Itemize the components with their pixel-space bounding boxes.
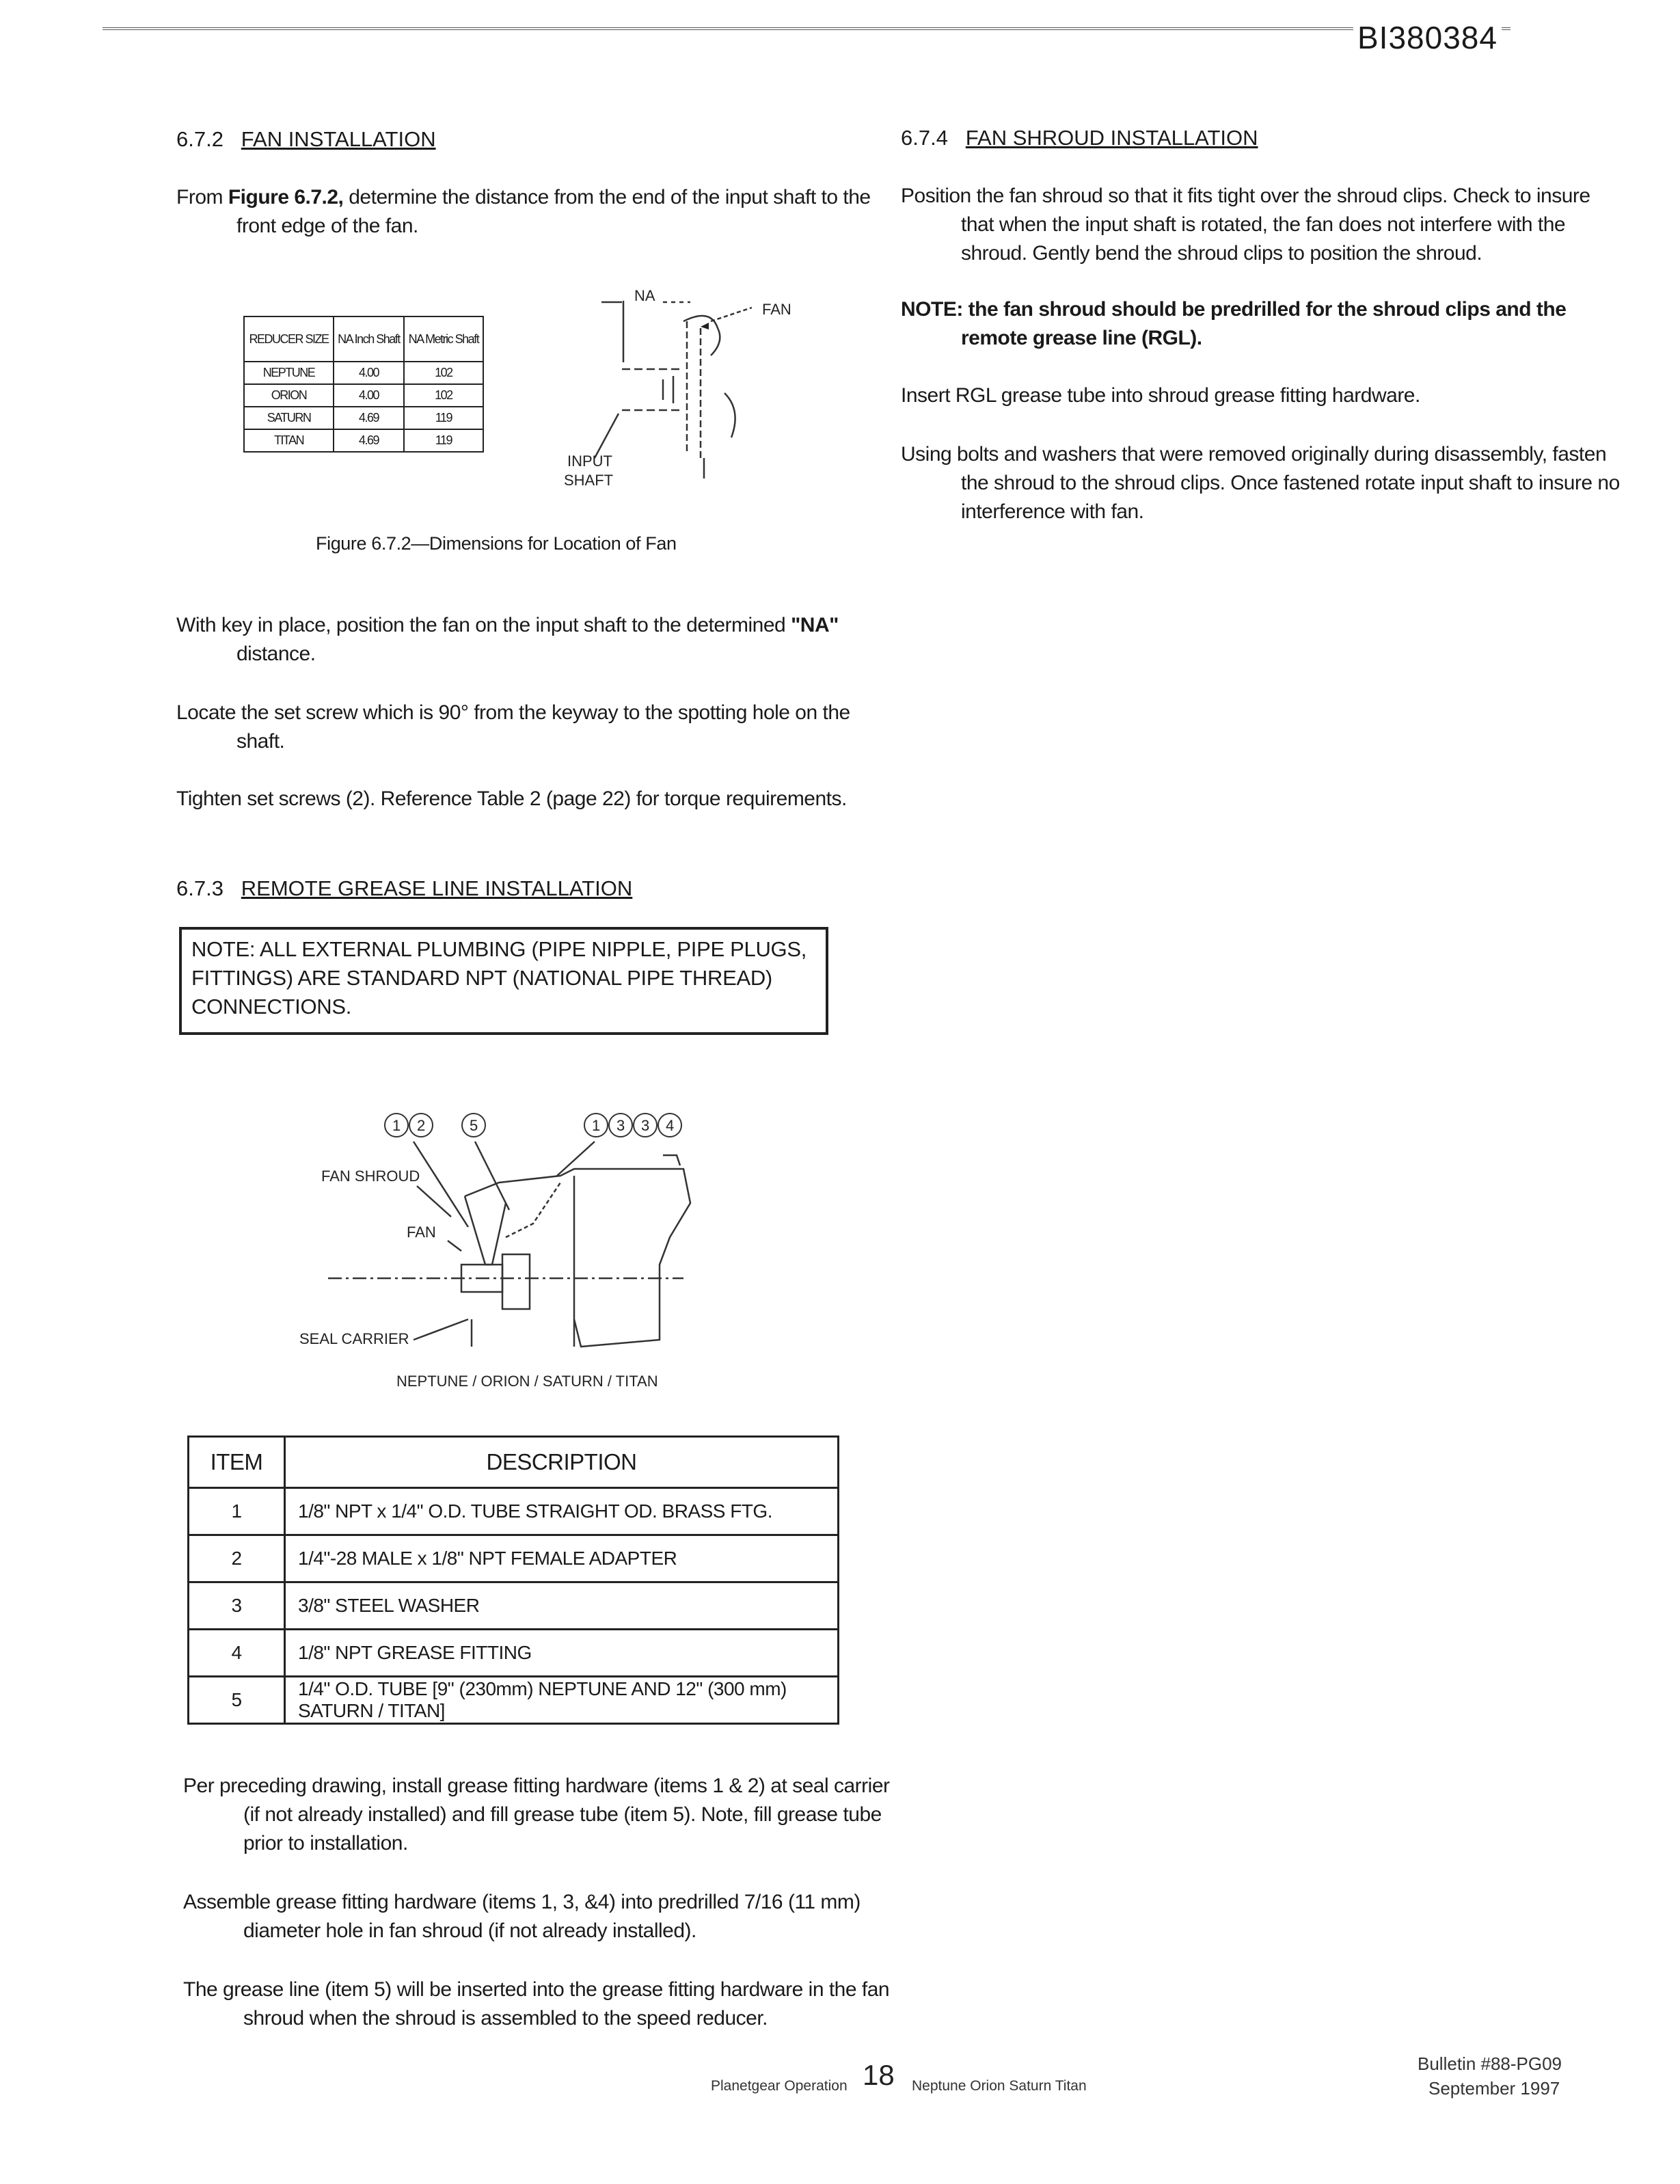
section-heading-6-7-4	[901, 124, 1258, 152]
heading-title: FAN INSTALLATION	[241, 127, 436, 151]
item-description: 1/4" O.D. TUBE [9" (230mm) NEPTUNE AND 12" (300 mm) SATURN / TITAN]	[285, 1677, 839, 1724]
shaft-leader-line	[595, 414, 619, 458]
table-row	[189, 1677, 839, 1724]
callout-number: 1	[592, 1117, 601, 1134]
heading-number: 6.7.2	[176, 127, 223, 151]
heading-number: 6.7.4	[901, 126, 948, 150]
table-cell: 4.69	[334, 429, 404, 452]
fan-blade	[465, 1196, 506, 1265]
diagram-caption: NEPTUNE / ORION / SATURN / TITAN	[396, 1373, 658, 1390]
input-shaft	[622, 369, 683, 410]
input-label: INPUT	[567, 453, 612, 470]
fan-shroud-label: FAN SHROUD	[321, 1168, 420, 1185]
plumbing-note-box: NOTE: ALL EXTERNAL PLUMBING (PIPE NIPPLE, PIPE PLUGS, FITTINGS) ARE STANDARD NPT (NATIONAL PIPE THREAD) CONNECTIONS.	[179, 927, 828, 1035]
intro-text: From	[176, 186, 228, 208]
table-header: DESCRIPTION	[285, 1437, 839, 1488]
table-cell: ORION	[244, 384, 334, 407]
heading-title: REMOTE GREASE LINE INSTALLATION	[241, 876, 633, 900]
footer-center: Neptune Orion Saturn Titan	[912, 2078, 1087, 2094]
na-label: NA	[634, 287, 655, 304]
shaft-collar	[502, 1254, 530, 1309]
position-fan-paragraph	[176, 611, 893, 669]
table-header: ITEM	[189, 1437, 285, 1488]
grease-tube	[506, 1183, 560, 1237]
callout-group-right	[584, 1114, 681, 1137]
callout-number: 4	[666, 1117, 675, 1134]
shroud-position-paragraph: Position the fan shroud so that it fits tight over the shroud clips. Check to insure that when the input shaft is rotated, the fan does not interfere with the shroud. Gently bend the shroud clips to position the shroud.	[901, 185, 1590, 265]
table-reference: Reference Table 2 (page 22)	[380, 787, 631, 810]
item-number: 3	[189, 1582, 285, 1630]
callout-number: 3	[617, 1117, 625, 1134]
callout-number: 1	[392, 1117, 401, 1134]
fan-blade-top	[683, 316, 720, 355]
item-description: 1/8" NPT GREASE FITTING	[285, 1630, 839, 1677]
leader-line	[448, 1241, 461, 1251]
table-row	[189, 1488, 839, 1535]
item-number: 4	[189, 1630, 285, 1677]
fan-intro-paragraph	[176, 183, 893, 241]
fan-label: FAN	[407, 1224, 436, 1241]
heading-title: FAN SHROUD INSTALLATION	[965, 126, 1258, 150]
fan-arrow	[701, 323, 709, 329]
fan-blade-side	[724, 393, 735, 437]
insert-rgl-paragraph: Insert RGL grease tube into shroud grease fitting hardware.	[901, 384, 1420, 407]
reducer-dimension-table	[243, 316, 484, 453]
item-number: 2	[189, 1535, 285, 1582]
na-emphasis: "NA"	[791, 614, 839, 636]
fan-outline	[687, 321, 701, 458]
item-number: 5	[189, 1677, 285, 1724]
table-row	[189, 1630, 839, 1677]
grease-fitting	[663, 1155, 680, 1165]
paragraph-text-end: distance.	[236, 643, 316, 665]
footer-left: Planetgear Operation	[711, 2078, 848, 2094]
heading-number: 6.7.3	[176, 876, 223, 900]
figure-reference: Figure 6.7.2,	[228, 186, 344, 208]
callout-number: 3	[641, 1117, 650, 1134]
table-header: REDUCER SIZE	[244, 316, 334, 362]
seal-carrier-label: SEAL CARRIER	[299, 1330, 409, 1347]
shaft-hub	[663, 376, 673, 403]
table-cell: 102	[404, 362, 483, 384]
table-row	[244, 429, 483, 452]
paragraph-text: Tighten set screws (2).	[176, 787, 381, 810]
table-cell: 119	[404, 429, 483, 452]
item-description: 3/8" STEEL WASHER	[285, 1582, 839, 1630]
set-screw-paragraph: Locate the set screw which is 90° from the keyway to the spotting hole on the shaft.	[176, 701, 850, 753]
table-cell: 4.69	[334, 407, 404, 429]
section-heading-6-7-2	[176, 126, 436, 153]
page-number: 18	[863, 2059, 895, 2091]
grease-line-paragraph: The grease line (item 5) will be inserted into the grease fitting hardware in the fan shroud when the shroud is assembled to the speed reducer.	[183, 1978, 890, 2030]
fasten-shroud-paragraph: Using bolts and washers that were removed originally during disassembly, fasten the shroud to the shroud clips. Once fastened rotate input shaft to insure no interference with fan.	[901, 443, 1620, 523]
install-fitting-paragraph: Per preceding drawing, install grease fitting hardware (items 1 & 2) at seal carrier (if not already installed) and fill grease tube (item 5). Note, fill grease tube prior to installation.	[183, 1775, 890, 1855]
callout-group-left	[385, 1114, 433, 1137]
fan-label: FAN	[762, 301, 791, 318]
table-header: NA Inch Shaft	[334, 316, 404, 362]
item-description: 1/4"-28 MALE x 1/8" NPT FEMALE ADAPTER	[285, 1535, 839, 1582]
fan-location-sketch	[547, 280, 834, 499]
callout-group-center	[462, 1114, 485, 1137]
reducer-housing	[465, 1169, 690, 1347]
shaft-label: SHAFT	[564, 472, 614, 489]
leader-line	[557, 1142, 595, 1176]
table-cell: 102	[404, 384, 483, 407]
table-row	[244, 384, 483, 407]
header-rule	[103, 27, 1510, 30]
callout-number: 5	[470, 1117, 478, 1134]
item-number: 1	[189, 1488, 285, 1535]
section-heading-6-7-3	[176, 875, 632, 902]
paragraph-text-end: for torque requirements.	[630, 787, 847, 810]
item-description: 1/8" NPT x 1/4" O.D. TUBE STRAIGHT OD. BRASS FTG.	[285, 1488, 839, 1535]
leader-line	[417, 1186, 451, 1217]
grease-line-diagram	[287, 1101, 711, 1394]
parts-table	[187, 1435, 839, 1725]
table-cell: 119	[404, 407, 483, 429]
table-row	[244, 407, 483, 429]
bulletin-number: Bulletin #88-PG09	[1418, 2053, 1562, 2074]
tighten-paragraph	[176, 785, 893, 813]
table-row	[189, 1582, 839, 1630]
assemble-fitting-paragraph: Assemble grease fitting hardware (items 1, 3, &4) into predrilled 7/16 (11 mm) diameter hole in fan shroud (if not already installed).	[183, 1891, 861, 1942]
table-row	[189, 1535, 839, 1582]
fan-leader-line	[711, 308, 752, 321]
leader-line	[414, 1142, 468, 1227]
intro-text-end: determine the distance from the end of the input shaft to the front edge of the fan.	[236, 186, 871, 237]
table-header: NA Metric Shaft	[404, 316, 483, 362]
table-cell: SATURN	[244, 407, 334, 429]
bulletin-date: September 1997	[1428, 2078, 1560, 2099]
shroud-note: NOTE: the fan shroud should be predrilled for the shroud clips and the remote grease line (RGL).	[901, 298, 1567, 349]
leader-line	[414, 1319, 468, 1340]
leader-line	[475, 1142, 509, 1210]
table-row	[244, 362, 483, 384]
table-cell: 4.00	[334, 362, 404, 384]
figure-caption: Figure 6.7.2—Dimensions for Location of Fan	[316, 533, 677, 554]
table-cell: TITAN	[244, 429, 334, 452]
paragraph-text: With key in place, position the fan on the input shaft to the determined	[176, 614, 791, 636]
callout-number: 2	[417, 1117, 426, 1134]
table-cell: 4.00	[334, 384, 404, 407]
document-id: BI380384	[1353, 21, 1502, 55]
table-cell: NEPTUNE	[244, 362, 334, 384]
